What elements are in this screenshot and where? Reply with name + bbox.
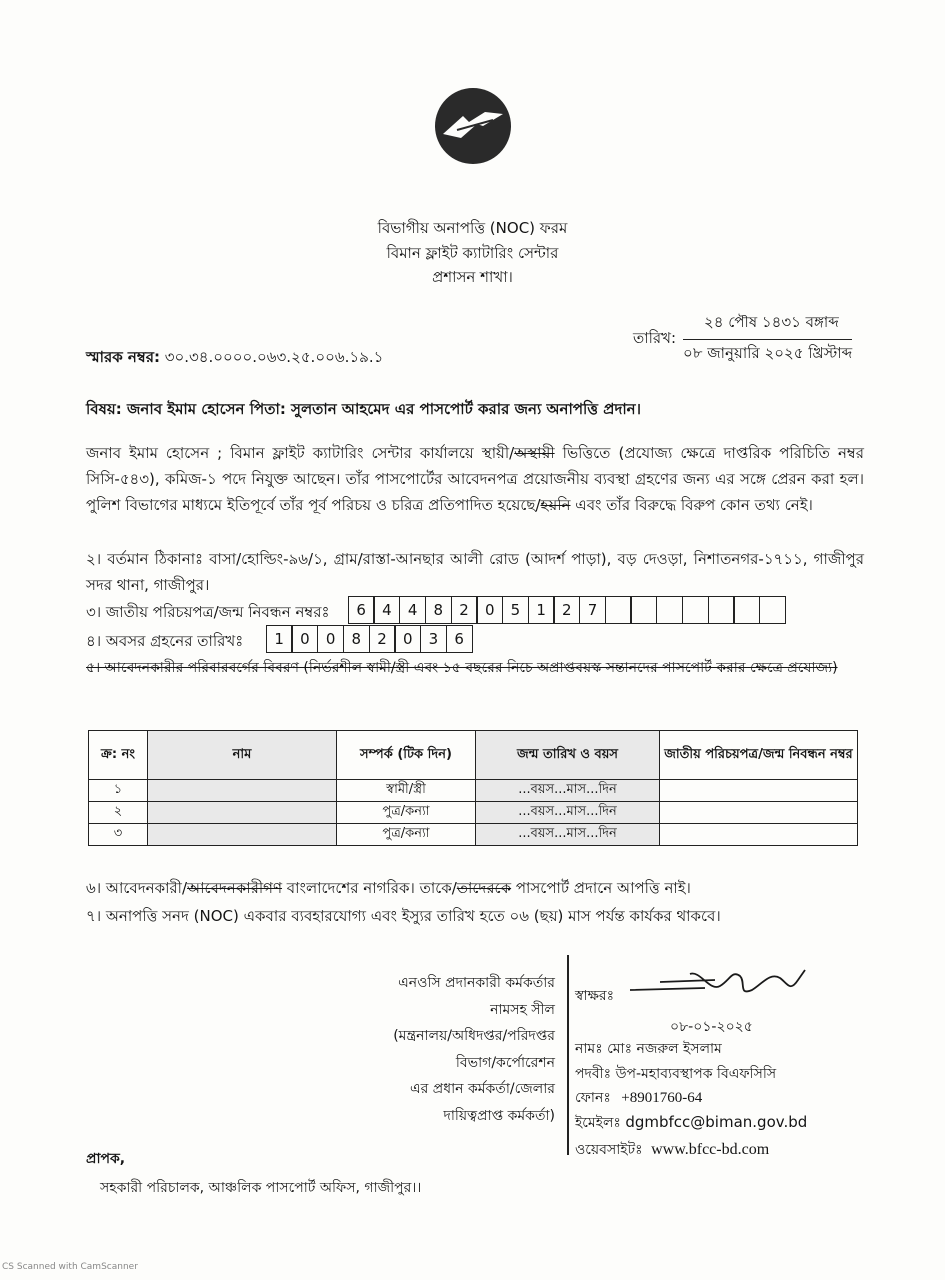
date-gregorian: ০৮ জানুয়ারি ২০২৫ খ্রিস্টাব্দ <box>683 339 852 367</box>
col-name: নাম <box>148 731 337 780</box>
organization-name: বিমান ফ্লাইট ক্যাটারিং সেন্টার <box>386 244 559 262</box>
family-members-table <box>88 730 858 846</box>
subject-label: বিষয়: <box>86 400 122 418</box>
email-label: ইমেইলঃ <box>575 1115 621 1131</box>
phone-number: +8901760-64 <box>621 1090 703 1106</box>
biman-logo <box>433 86 513 166</box>
row-serial: ১ <box>89 780 148 802</box>
nid-digit-box: 5 <box>502 596 529 624</box>
nid-digit-box <box>682 596 709 624</box>
nid-digit-box: 7 <box>579 596 606 624</box>
item-text: ৬। আবেদনকারী/ <box>86 879 188 897</box>
nid-digit-box: 2 <box>451 596 478 624</box>
nid-digit-box <box>605 596 632 624</box>
subject-text: জনাব ইমাম হোসেন পিতা: সুলতান আহমেদ এর পাসপোর্ট করার জন্য অনাপত্তি প্রদান। <box>126 400 641 418</box>
email-line <box>575 1111 807 1135</box>
nid-digit-box <box>656 596 683 624</box>
form-title: বিভাগীয় অনাপত্তি (NOC) ফরম <box>377 219 568 237</box>
row-serial: ২ <box>89 802 148 824</box>
email-address[interactable]: dgmbfcc@biman.gov.bd <box>625 1113 808 1131</box>
row-relation: পুত্র/কন্যা <box>337 824 476 846</box>
row-nid <box>660 802 858 824</box>
row-serial: ৩ <box>89 824 148 846</box>
body-paragraph <box>86 440 864 518</box>
row-name <box>148 824 337 846</box>
row-dob: ...বয়স...মাস...দিন <box>476 824 660 846</box>
struck-text: তাদেরকে <box>456 879 512 897</box>
retirement-digit-box: 2 <box>369 625 396 653</box>
retirement-digit-box: 0 <box>291 625 318 653</box>
row-dob: ...বয়স...মাস...দিন <box>476 802 660 824</box>
nid-digit-boxes <box>349 596 786 624</box>
officer-name: নামঃ মোঃ নজরুল ইসলাম <box>575 1041 722 1057</box>
retirement-digit-box: 1 <box>266 625 293 653</box>
date-label: তারিখ: <box>633 329 677 347</box>
officer-line: দায়িত্বপ্রাপ্ত কর্মকর্তা) <box>443 1107 555 1124</box>
website-label: ওয়েবসাইটঃ <box>575 1142 643 1158</box>
table-row <box>89 824 858 846</box>
col-nid: জাতীয় পরিচয়পত্র/জন্ম নিবন্ধন নম্বর <box>660 731 858 780</box>
memo-number <box>86 346 383 371</box>
item-text: বাংলাদেশের নাগরিক। তাকে/ <box>282 879 457 897</box>
family-details-item: ৫। আবেদনকারীর পরিবারবর্গের বিবরণ (নির্ভরশীল স্বামী/স্ত্রী এবং ১৫ বছরের নিচে অপ্রাপ্তবয়স্ক সন্তানদের পাসপোর্ট করার ক্ষেত্রে প্রযোজ্য) <box>86 660 838 676</box>
retirement-digit-box: 3 <box>420 625 447 653</box>
retirement-digit-box: 0 <box>317 625 344 653</box>
nid-digit-box: 6 <box>348 596 375 624</box>
officer-line: (মন্ত্রনালয়/অধিদপ্তর/পরিদপ্তর <box>393 1028 555 1044</box>
para-text: এবং তাঁর বিরুদ্ধে বিরুপ কোন তথ্য নেই। <box>570 496 813 514</box>
divider-line <box>567 955 569 1155</box>
retirement-digit-box: 8 <box>343 625 370 653</box>
table-row <box>89 780 858 802</box>
row-nid <box>660 824 858 846</box>
address-item: ২। বর্তমান ঠিকানাঃ বাসা/হোল্ডিং-৯৬/১, গ্রাম/রাস্তা-আনছার আলী রোড (আদর্শ পাড়া), বড় দেওড়া, নিশাতনগর-১৭১১, গাজীপুর সদর থানা, গাজীপুর। <box>86 550 864 594</box>
row-relation: স্বামী/স্ত্রী <box>337 780 476 802</box>
para-text: জনাব ইমাম হোসেন ; বিমান ফ্লাইট ক্যাটারিং সেন্টার কার্যালয়ে স্থায়ী/ <box>86 444 515 462</box>
retirement-digit-box: 6 <box>446 625 473 653</box>
row-dob: ...বয়স...মাস...দিন <box>476 780 660 802</box>
struck-text: আবেদনকারীগণ <box>187 879 283 897</box>
officer-line: এনওসি প্রদানকারী কর্মকর্তার <box>398 975 555 991</box>
nid-digit-box <box>630 596 657 624</box>
struck-text: অস্থায়ী <box>514 444 555 462</box>
officer-line: এর প্রধান কর্মকর্তা/জেলার <box>409 1081 555 1097</box>
nid-digit-box <box>733 596 760 624</box>
nid-digit-box: 0 <box>476 596 503 624</box>
officer-line: বিভাগ/কর্পোরেশন <box>455 1054 555 1071</box>
nid-digit-box <box>759 596 786 624</box>
citizenship-item <box>86 877 691 902</box>
col-dob: জন্ম তারিখ ও বয়স <box>476 731 660 780</box>
row-relation: পুত্র/কন্যা <box>337 802 476 824</box>
subject-line <box>86 398 641 423</box>
website-url[interactable]: www.bfcc-bd.com <box>651 1141 770 1158</box>
row-nid <box>660 780 858 802</box>
nid-digit-box: 1 <box>528 596 555 624</box>
officer-line: নামসহ সীল <box>490 1001 555 1018</box>
nid-digit-box: 4 <box>373 596 400 624</box>
memo-label: স্মারক নম্বর: <box>86 348 160 366</box>
validity-item: ৭। অনাপত্তি সনদ (NOC) একবার ব্যবহারযোগ্য এবং ইস্যুর তারিখ হতে ০৬ (ছয়) মাস পর্যন্ত কার্যকর থাকবে। <box>86 907 721 925</box>
retirement-date-boxes <box>267 625 473 653</box>
nid-digit-box: 8 <box>425 596 452 624</box>
department-name: প্রশাসন শাখা। <box>432 268 513 286</box>
signature-label: স্বাক্ষরঃ <box>575 988 615 1004</box>
memo-value: ৩০.৩৪.০০০০.০৬৩.২৫.০০৬.১৯.১ <box>164 348 384 366</box>
website-line <box>575 1138 769 1162</box>
phone-label: ফোনঃ <box>575 1090 611 1106</box>
nid-digit-box: 2 <box>553 596 580 624</box>
signature-date: ০৮-০১-২০২৫ <box>670 1019 753 1035</box>
handwritten-signature <box>620 962 820 1012</box>
col-relation: সম্পর্ক (টিক দিন) <box>337 731 476 780</box>
para-text: ভিত্তিতে (প্রযোজ্য ক্ষেত্রে দাপ্তরিক পরিচিতি নম্বর সিসি-৫৪৩), কমিজ-১ পদে নিযুক্ত আছেন। তাঁর পাসপোর্টের আবেদনপত্র প্রয়োজনীয় ব্যবস্থা গ্রহণের জন্য এর সঙ্গে প্রেরন করা হল। পুলিশ বিভাগের মাধ্যমে ইতিপূর্বে তাঁর পূর্ব পরিচয় ও চরিত্র প্রতিপাদিত হয়েছে/ <box>86 444 864 514</box>
table-row <box>89 802 858 824</box>
phone-line <box>575 1086 702 1110</box>
table-header-row <box>89 731 858 780</box>
retirement-digit-box: 0 <box>394 625 421 653</box>
row-name <box>148 802 337 824</box>
row-name <box>148 780 337 802</box>
nid-label: ৩। জাতীয় পরিচয়পত্র/জন্ম নিবন্ধন নম্বরঃ <box>86 603 330 621</box>
nid-digit-box <box>708 596 735 624</box>
nid-digit-box: 4 <box>399 596 426 624</box>
officer-designation: পদবীঃ উপ-মহাব্যবস্থাপক বিএফসিসি <box>575 1066 777 1082</box>
officer-block <box>300 970 555 1129</box>
item-text: পাসপোর্ট প্রদানে আপত্তি নাই। <box>511 879 691 897</box>
recipient-text: সহকারী পরিচালক, আঞ্চলিক পাসপোর্ট অফিস, গাজীপুর।। <box>100 1180 422 1196</box>
camscanner-watermark: CS Scanned with CamScanner <box>2 1262 138 1272</box>
recipient-label: প্রাপক, <box>86 1151 126 1167</box>
date-bangla: ২৪ পৌষ ১৪৩১ বঙ্গাব্দ <box>704 313 839 331</box>
retirement-label: ৪। অবসর গ্রহনের তারিখঃ <box>86 632 244 650</box>
struck-text: হয়নি <box>540 496 571 514</box>
col-serial: ক্র: নং <box>89 731 148 780</box>
